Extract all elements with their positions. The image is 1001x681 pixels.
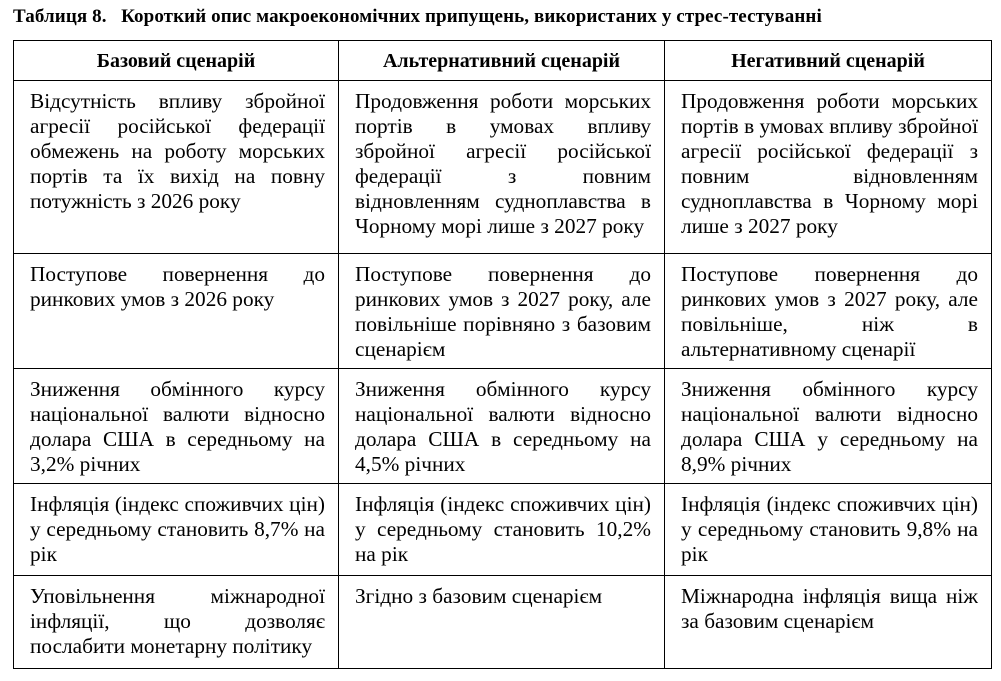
table-header-row bbox=[14, 41, 992, 81]
cell-baseline: Зниження обмінного курсу національної валюти відносно долара США в середньому на 3,2% річних bbox=[14, 369, 339, 484]
cell-alternative: Інфляція (індекс споживчих цін) у середньому становить 10,2% на рік bbox=[339, 484, 665, 576]
cell-negative: Інфляція (індекс споживчих цін) у середньому становить 9,8% на рік bbox=[665, 484, 992, 576]
table-caption-title: Короткий опис макроекономічних припущень, використаних у стрес-тестуванні bbox=[121, 6, 822, 27]
table-row-inflation bbox=[14, 484, 992, 576]
cell-baseline: Інфляція (індекс споживчих цін) у середньому становить 8,7% на рік bbox=[14, 484, 339, 576]
cell-alternative: Зниження обмінного курсу національної валюти відносно долара США в середньому на 4,5% річних bbox=[339, 369, 665, 484]
header-negative-scenario: Негативний сценарій bbox=[665, 41, 992, 81]
table-row-exchange-rate bbox=[14, 369, 992, 484]
table-row-ports bbox=[14, 81, 992, 254]
table-caption bbox=[13, 6, 822, 28]
cell-baseline: Відсутність впливу збройної агресії російської федерації обмежень на роботу морських портів та їх вихід на повну потужність з 2026 року bbox=[14, 81, 339, 254]
cell-alternative: Згідно з базовим сценарієм bbox=[339, 576, 665, 669]
cell-baseline: Уповільнення міжнародної інфляції, що дозволяє послабити монетарну політику bbox=[14, 576, 339, 669]
cell-negative: Зниження обмінного курсу національної валюти відносно долара США у середньому на 8,9% річних bbox=[665, 369, 992, 484]
table-caption-label: Таблиця 8. bbox=[13, 6, 107, 27]
cell-negative: Міжнародна інфляція вища ніж за базовим сценарієм bbox=[665, 576, 992, 669]
cell-negative: Продовження роботи морських портів в умовах впливу збройної агресії російської федерації з повним відновленням судноплавства в Чорному морі лише з 2027 року bbox=[665, 81, 992, 254]
cell-alternative: Поступове повернення до ринкових умов з 2027 року, але повільніше порівняно з базовим сценарієм bbox=[339, 254, 665, 369]
header-alternative-scenario: Альтернативний сценарій bbox=[339, 41, 665, 81]
header-baseline-scenario: Базовий сценарій bbox=[14, 41, 339, 81]
cell-baseline: Поступове повернення до ринкових умов з 2026 року bbox=[14, 254, 339, 369]
cell-negative: Поступове повернення до ринкових умов з 2027 року, але повільніше, ніж в альтернативному сценарії bbox=[665, 254, 992, 369]
table-row-market-conditions bbox=[14, 254, 992, 369]
scenario-assumptions-table bbox=[13, 40, 992, 669]
table-row-international-inflation bbox=[14, 576, 992, 669]
cell-alternative: Продовження роботи морських портів в умовах впливу збройної агресії російської федерації з повним відновленням судноплавства в Чорному морі лише з 2027 року bbox=[339, 81, 665, 254]
